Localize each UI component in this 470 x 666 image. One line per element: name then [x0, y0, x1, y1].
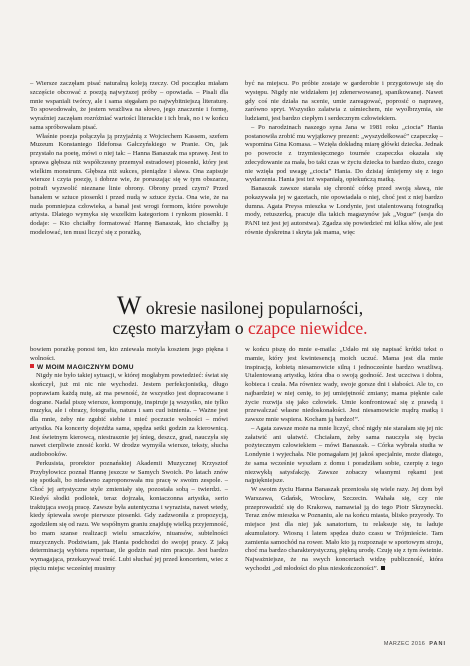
column-right-top [245, 80, 443, 280]
pull-quote-initial: W [116, 291, 142, 320]
pull-quote-line-1 [30, 291, 450, 320]
paragraph: Nigdy nie było takiej sytuacji, w której mogłabym powiedzieć: świat się skończył, już mi nic nie wychodzi. Jestem perfekcjonistką, długo poprawiam każdą nutę, aż ma pewność, że wszystko jest dopracowane i dograne. Nadal piszę wiersze, komponuję, inspiruje ją wszystko, nie tylko muzyka, ale i obrazy, fotografia, natura i sam cud istnienia. – Ważne jest dla mnie, żeby nie zgubić siebie i mieć poczucie wolności – mówi artystka. Na koncerty dojeżdża sama, spędza setki godzin za kierownicą. Jest świetnym kierowcą, niestrasznie jej śnieg, deszcz, grad, nauczyła się nawet cierpliwie znosić korki. W drodze wymyśla wiersze, teksty, słucha audiobooków. [30, 372, 228, 458]
pull-quote-highlight: czapce niewidce. [248, 318, 368, 338]
end-mark-icon [381, 566, 385, 570]
issue-date: MARZEC 2016 [383, 641, 426, 647]
paragraph: – Agata zawsze może na mnie liczyć, choć nigdy nie starałam się jej nic załatwić ani ułatwić. Chciałam, żeby sama nauczyła się bycia pożytecznym człowiekiem – mówi Banaszak. – Córka wybrała studia w Londynie i wyjechała. Nie pomagałam jej jakoś specjalnie, może dlatego, że sama wcześnie wyszłam z domu i poradziłam sobie, czerpię z tego niezwykłą satysfakcję. Zawsze zobaczy własnymi rękami jest najpiękniejsze. [245, 424, 443, 485]
paragraph: Perkusista, prorektor poznańskiej Akademii Muzycznej Krzysztof Przybyłowicz poznał Hannę jeszcze w Samych Swoich. Po latach znów się spotkali, bo niedawno zaproponowała mu pracę w swoim zespole. – Choć jej artystyczne style zmieniały się, pozostała sobą – twierdzi. – Kiedyś słodki podlotek, teraz dojrzała, koniaczonna artystka, serio traktująca swoją pracę. Zawsze była autentyczna i wyrazista, nawet wtedy, kiedy śpiewała swoje pierwsze piosenki. Gdy zadzwoniła z propozycją, zgodziłem się od razu. We współnym graniu znajduję wielką przyjemność, bo mam szanse realizacji wielu smaczków, niuansów, subtelności muzycznych. Podziwiam, jak Hania podchodzi do swojej pracy. Z jaką determinacją wybiera repertuar, ile godzin nad nim pracuje. Jest bardzo wymagająca, przekazywać treść. Lubi słuchać jej przed koncertem, wiec z pięciu miejsc wcześniej musimy [30, 459, 228, 572]
column-right-bottom [245, 346, 443, 636]
paragraph: – Wiersze zaczęłam pisać naturalną koleją rzeczy. Od początku miałam szczęście obcować z poezją najwyższej próby – opowiada. – Pisali dla mnie wspaniali twórcy, ale i sama sięgałam po najwybitniejszą literaturę. To spowodowało, że jestem wrażliwa na słowo, jego znaczenie i formę, wyraźniej zaczęłam rozróżniać wartości literackie i ich brak, no i w końcu sama spróbowałam pisać. [30, 80, 228, 131]
page-footer [384, 641, 446, 647]
paragraph: Właśnie poezja połączyła ją przyjaźnią z Wojciechem Kassem, szefem Muzeum Konstantego Ildefonsa Gałczyńskiego w Pranie. On, jak przystało na poetę, mówi o niej tak: – Hanna Banaszak ma sprawę. Jest to sprawa głębsza niż współczesny przemysł estradowej piosenki, który jest wielkim monstrum. Głębsza niż sukces, pieniądze i sława. Ona zapisuje wiersze i czyta poezję, i dobrze wie, że poruszając się w tym obszarze, potrafi wyzwolić nieznane linie obrony. Obrony przed czym? Przed banałem w sztuce piosenki i przed nudą w sztuce życia. Ona wie, że na nuda pomniejsza człowieka, a banał jest wrogi formom, które powołuje artysta. Dlatego wymyka się wszelkim kategoriom i rynkom piosenki. I dodaje: – Kto chciałby formatować Hannę Banaszak, kto chciałby ją modelować, ten musi liczyć się z porażką, [30, 132, 228, 236]
pull-quote-line-2 [30, 318, 450, 338]
pull-quote-text-1: okresie nasilonej popularności, [141, 298, 364, 318]
subheading-text: W MOIM MAGICZNYM DOMU [37, 363, 134, 371]
paragraph: Banaszak zawsze starała się chronić córkę przed swoją sławą, nie pokazywała jej w gazetach, nie opowiadała o niej, choć jest z niej bardzo dumna. Agata Preyss mieszka w Londynie, jest utalentowaną fotografką mody, retuszerką, pracuje dla takich magazynów jak „Vogue” (sesja do PANI też jest jej autorstwa). Zgadza się powiedzieć mi kilka słów, ale jest równie dyskretna i skryta jak mama, więc [245, 185, 443, 236]
red-square-icon [30, 364, 34, 368]
column-left-top [30, 80, 228, 280]
paragraph-final [245, 486, 443, 574]
paragraph: być na miejscu. Po próbie zostaje w garderobie i przygotowuje się do występu. Nigdy nie widziałem jej zdenerwowanej, spanikowanej. Nawet gdy coś nie działa na scenie, umie zareagować, poprosić o naprawę, zarówno spryt. Wszystko zalatwia z uśmiechem, nie wyolbrzymia, sie ludziami, jest bardzo ciepłym i serdecznym człowiekiem. [245, 80, 443, 122]
paragraph: w końcu piszę do mnie e-maila: „Udało mi się napisać krótki tekst o mamie, który jest kwintesencją moich uczuć. Mama jest dla mnie inspiracją, kobietą niesamowicie silną i jednocześnie bardzo wrażliwą. Utalentowaną artystką, która dba o swoją godność. Jest uczciwa i dobra, kobieca i czuła. Ma równiez wady, swoje gorsze dni i słabości. Ale to, co najbardziej w niej cenię, to jej umiejętność zmiany; mama pięknie cale życie rozwija się jako człowiek. Umie konfrontować się z prawdą i przewalczać własne niedoskonałości. Jest niesamowicie mądrą matką i zawsze mnie wspiera. Kocham ją bardzo!”. [245, 346, 443, 423]
paragraph: – Po narodzinach naszego syna Jana w 1981 roku „ciocia” Hania postanowiła zrobić mu wyjątkowy prezent: „wyszydełkować” czapeczkę – wspomina Gina Komasa. – Wzięła dokładną miarę główki dziecka. Jednak po powrocie z trzymiesięcznego tournée czapeczka okazała się zdecydowanie za mała, bo taki czas w życiu dziecka to bardzo dużo, czego nie wzięła pod uwagę „ciocia” Hania. Do dzisiaj śmiejemy się z tego wydarzenia. Hania jest też wspaniałą, opiekuńczą matką. [245, 123, 443, 184]
magazine-name: PANI [429, 641, 446, 647]
final-text: W swoim życiu Hanna Banaszak przeniosła się wiele razy. Jej dom był Warszawa, Gdańsk, Wrocław, Szczecin. Wahała się, czy nie przeprowadzić się do Krakowa, namawiał ją do tego Piotr Skrzynecki. Teraz znów mieszka w Poznaniu, ale na końcu miasta, blisko przyrody. To miejsce jest dla niej jak sanatorium, tu relaksuje się, tu ładuje akumulatory. Wiosną i latem spędza dużo czasu w Trójmieście. Tam zamienia samochód na rower. Mało kto ją rozpoznaje w sportowym stroju, choć ma bardzo charakterystyczną, piękną urodę. Czuję się z tym świetnie. Najważniejsze, że na swych koncertach widzę publiczność, która wychodzi „od młodości do plus nieskończoności”. [245, 486, 443, 572]
paragraph: bowiem porażkę ponosi ten, kto zniewala motyla kosztem jego piękna i wolności. [30, 346, 228, 362]
column-left-bottom [30, 346, 228, 636]
pull-quote-text-2: często marzyłam o [112, 318, 249, 338]
pull-quote [30, 291, 450, 338]
section-subheading [30, 364, 228, 373]
